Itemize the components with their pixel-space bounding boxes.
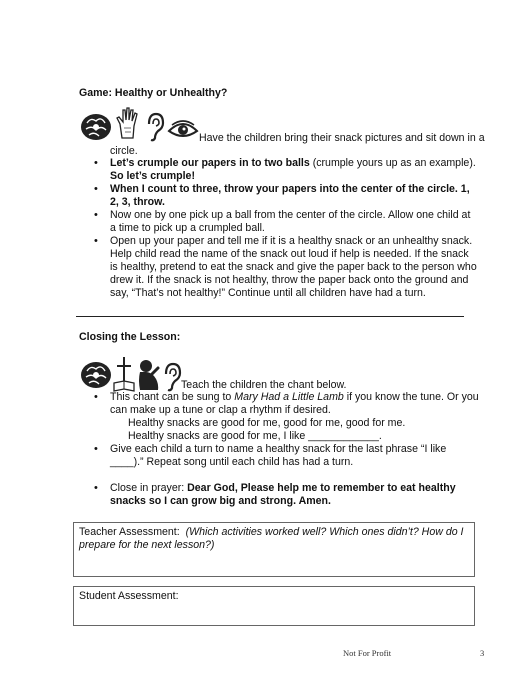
list-item (92, 157, 478, 183)
ear-icon (162, 362, 182, 392)
teacher-assessment-question: (Which activities worked well? Which ones didn’t? How do I prepare for the next lesson?) (79, 526, 464, 551)
footer-text: Not For Profit (343, 648, 392, 658)
ear-icon (145, 112, 165, 142)
list-item (92, 209, 478, 235)
bullet-text: Close in prayer: (110, 482, 188, 494)
eye-icon (167, 119, 199, 139)
bullet-bold-text: So let’s crumple! (110, 170, 195, 182)
chant-line: Healthy snacks are good for me, good for me, good for me. (128, 417, 406, 429)
student-assessment-box[interactable] (73, 586, 475, 626)
chant-line: Healthy snacks are good for me, I like ____________. (128, 430, 382, 442)
hand-icon (114, 106, 142, 140)
list-item (92, 443, 482, 469)
closing-bullet-list (92, 391, 482, 508)
teacher-assessment-box[interactable] (73, 522, 475, 577)
brain-icon (79, 111, 113, 145)
list-item (92, 183, 478, 209)
game-intro-line1: Have the children bring their snack pictures and sit down in a (199, 132, 485, 144)
cross-bible-icon (112, 355, 136, 393)
bullet-text: This chant can be sung to (110, 391, 235, 403)
bullet-text: if you know the tune. Or you can make up a tune or clap a rhythm if desired. (110, 391, 479, 416)
praying-child-icon (136, 358, 162, 392)
page-number: 3 (480, 648, 485, 658)
bullet-text: Now one by one pick up a ball from the center of the circle. Allow one child at a time to pick up a crumpled ball. (110, 209, 471, 234)
brain-icon (79, 359, 113, 393)
game-heading: Game: Healthy or Unhealthy? (79, 87, 228, 99)
teacher-assessment-label: Teacher Assessment: (79, 526, 180, 538)
list-item (92, 391, 482, 443)
closing-heading: Closing the Lesson: (79, 331, 181, 343)
closing-intro: Teach the children the chant below. (181, 379, 347, 391)
bullet-text: Give each child a turn to name a healthy snack for the last phrase “I like ____).” Repeat song until each child has had a turn. (110, 443, 447, 468)
section-divider (76, 316, 464, 317)
list-item (92, 482, 482, 508)
song-title: Mary Had a Little Lamb (234, 391, 344, 403)
prayer-text: Dear God, Please help me to remember to eat healthy snacks so I can grow big and strong. Amen. (110, 482, 456, 507)
teacher-assessment-text (74, 523, 474, 552)
bullet-bold-text: Let’s crumple our papers in to two balls (110, 157, 310, 169)
list-item (92, 235, 478, 300)
bullet-text: Open up your paper and tell me if it is a healthy snack or an unhealthy snack. Help child read the name of the snack out loud if help is needed. If the snack is healthy, pretend to eat the snack and give the paper back to the person who drew it. If the snack is not healthy, throw the paper back onto the ground and say, “That’s not healthy!” Continue until all children have had a turn. (110, 235, 477, 299)
bullet-text: (crumple yours up as an example). (309, 157, 476, 169)
bullet-bold-text: When I count to three, throw your papers into the center of the circle. 1, 2, 3, throw. (110, 183, 470, 208)
game-intro-line2: circle. (110, 145, 138, 157)
student-assessment-label: Student Assessment: (79, 590, 179, 602)
game-bullet-list (92, 157, 478, 300)
